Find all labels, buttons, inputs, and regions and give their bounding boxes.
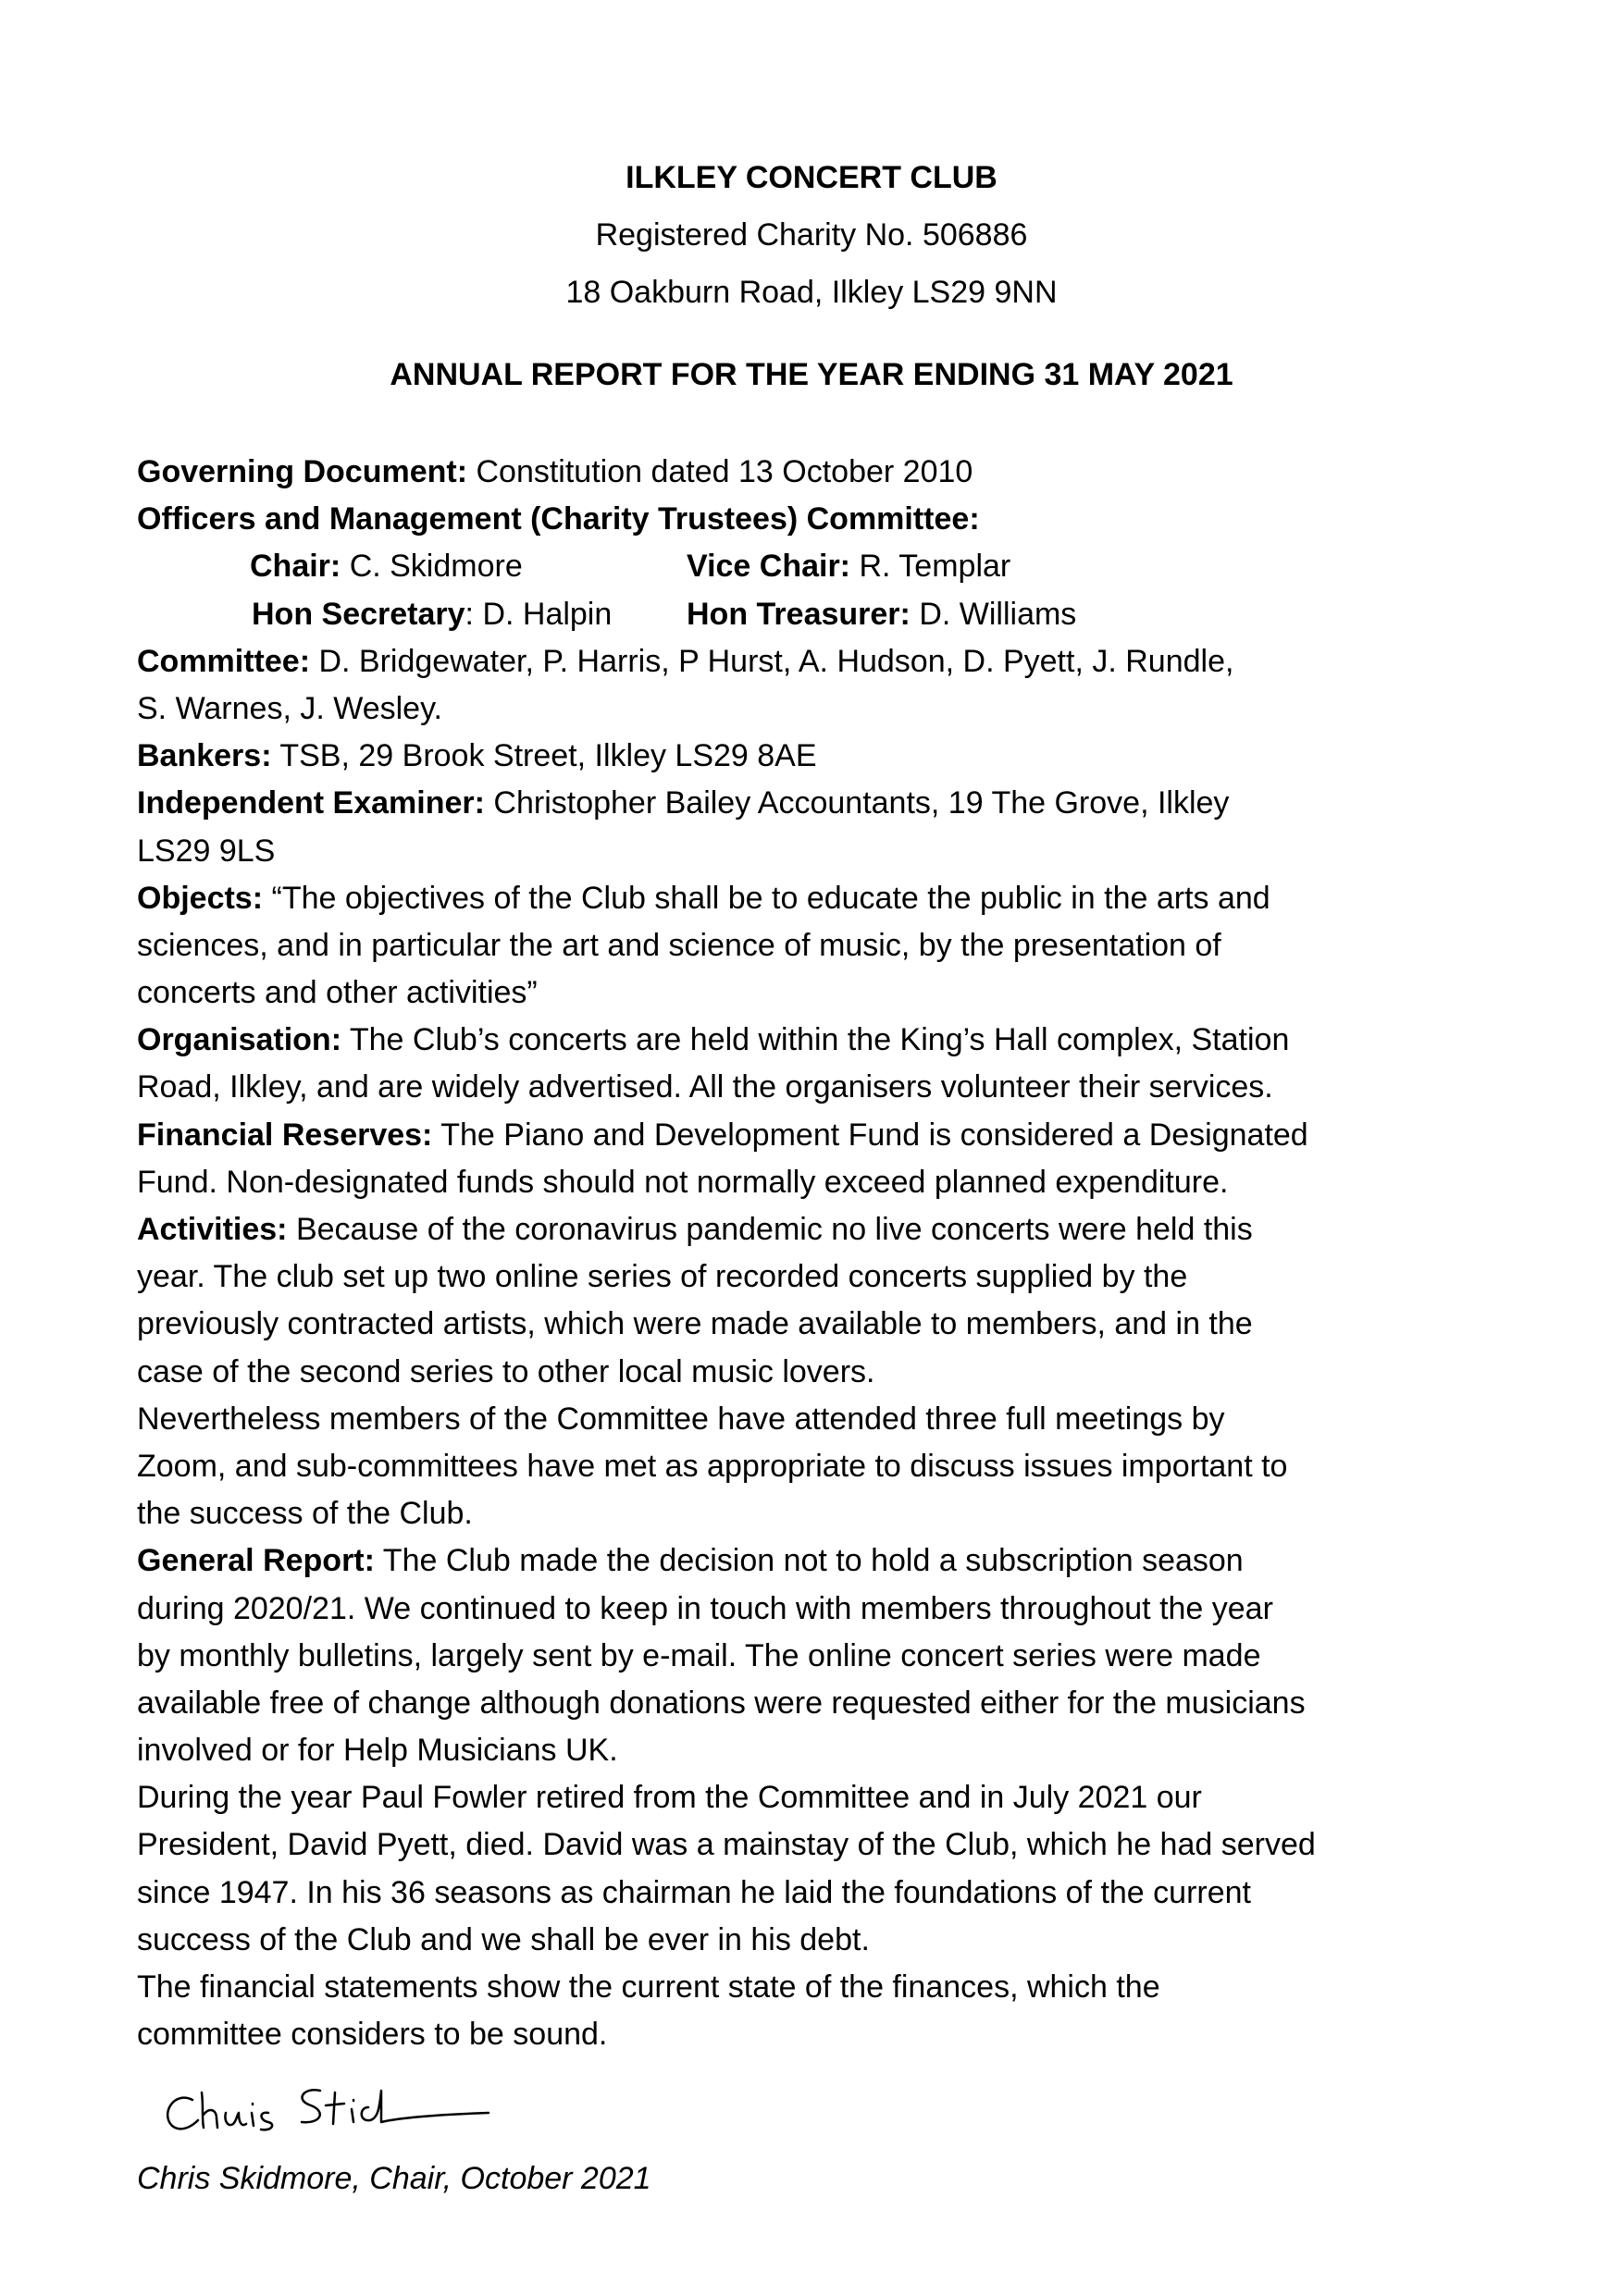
- activities-text: Because of the coronavirus pandemic no live concerts were held this: [295, 1212, 1253, 1247]
- examiner-value: Christopher Bailey Accountants, 19 The Grove, Ilkley: [493, 785, 1230, 821]
- general-line-4: available free of change although donations were requested either for the musicians: [137, 1685, 1306, 1721]
- vice-chair-name: R. Templar: [859, 549, 1011, 585]
- handwritten-signature: [155, 2072, 507, 2146]
- activities-line-2: year. The club set up two online series of recorded concerts supplied by the: [137, 1259, 1188, 1295]
- general-line-1: [137, 1537, 1497, 1585]
- general-line-10: The financial statements show the current state of the finances, which the: [137, 1969, 1160, 2005]
- chair-name: C. Skidmore: [349, 549, 523, 585]
- chair-label: Chair:: [250, 549, 341, 585]
- general-line-5: involved or for Help Musicians UK.: [137, 1733, 618, 1769]
- officers-row-2: [137, 591, 1497, 638]
- officers-heading: Officers and Management (Charity Trustees) Committee:: [137, 501, 980, 537]
- committee-members: D. Bridgewater, P. Harris, P Hurst, A. Hudson, D. Pyett, J. Rundle,: [318, 643, 1234, 679]
- bankers-line: [137, 733, 1497, 780]
- general-line-8: since 1947. In his 36 seasons as chairman he laid the foundations of the current: [137, 1874, 1251, 1910]
- treasurer-label: Hon Treasurer:: [687, 596, 911, 632]
- bankers-label: Bankers:: [137, 738, 272, 774]
- committee-line-1: [137, 638, 1497, 685]
- club-address: 18 Oakburn Road, Ilkley LS29 9NN: [565, 275, 1058, 310]
- objects-line-2: sciences, and in particular the art and science of music, by the presentation of: [137, 927, 1221, 963]
- activities-line-4: case of the second series to other local music lovers.: [137, 1353, 875, 1389]
- treasurer-name: D. Williams: [919, 596, 1077, 632]
- organisation-line-1: [137, 1017, 1497, 1064]
- organisation-line-2: Road, Ilkley, and are widely advertised. All the organisers volunteer their services.: [137, 1069, 1273, 1105]
- club-name: ILKLEY CONCERT CLUB: [626, 160, 997, 195]
- secretary-entry: [252, 591, 612, 638]
- reserves-line-1: [137, 1112, 1497, 1159]
- general-text: The Club made the decision not to hold a subscription season: [382, 1543, 1244, 1579]
- activities-label: Activities:: [137, 1212, 288, 1247]
- committee-line-2: S. Warnes, J. Wesley.: [137, 690, 443, 726]
- governing-label: Governing Document:: [137, 454, 468, 489]
- treasurer-entry: [687, 591, 1076, 638]
- committee-label: Committee:: [137, 643, 311, 679]
- report-body: [137, 449, 1497, 2058]
- activities-line-6: Zoom, and sub-committees have met as appropriate to discuss issues important to: [137, 1448, 1288, 1484]
- secretary-label: Hon Secretary: [252, 596, 465, 632]
- general-line-3: by monthly bulletins, largely sent by e-mail. The online concert series were made: [137, 1637, 1261, 1673]
- bankers-value: TSB, 29 Brook Street, Ilkley LS29 8AE: [279, 738, 817, 774]
- chair-entry: [250, 543, 523, 590]
- examiner-label: Independent Examiner:: [137, 785, 485, 821]
- governing-value: Constitution dated 13 October 2010: [476, 454, 973, 489]
- organisation-text: The Club’s concerts are held within the King’s Hall complex, Station: [349, 1022, 1290, 1058]
- signature-caption: Chris Skidmore, Chair, October 2021: [137, 2161, 651, 2196]
- general-label: General Report:: [137, 1543, 375, 1579]
- general-line-7: President, David Pyett, died. David was a mainstay of the Club, which he had served: [137, 1827, 1316, 1863]
- general-line-2: during 2020/21. We continued to keep in touch with members throughout the year: [137, 1590, 1273, 1626]
- officers-row-1: [137, 543, 1497, 590]
- activities-line-1: [137, 1206, 1497, 1253]
- governing-line: [137, 449, 1497, 496]
- objects-text: “The objectives of the Club shall be to educate the public in the arts and: [271, 880, 1270, 916]
- general-line-6: During the year Paul Fowler retired from the Committee and in July 2021 our: [137, 1780, 1202, 1816]
- charity-number: Registered Charity No. 506886: [595, 217, 1028, 253]
- objects-label: Objects:: [137, 880, 264, 916]
- objects-line-3: concerts and other activities”: [137, 975, 538, 1011]
- activities-line-5: Nevertheless members of the Committee have attended three full meetings by: [137, 1401, 1225, 1437]
- reserves-label: Financial Reserves:: [137, 1117, 433, 1153]
- objects-line-1: [137, 875, 1497, 922]
- vice-chair-label: Vice Chair:: [687, 549, 851, 585]
- organisation-label: Organisation:: [137, 1022, 342, 1058]
- general-line-9: success of the Club and we shall be ever in his debt.: [137, 1921, 870, 1957]
- reserves-text: The Piano and Development Fund is considered a Designated: [440, 1117, 1308, 1153]
- secretary-name: : D. Halpin: [465, 596, 613, 632]
- reserves-line-2: Fund. Non-designated funds should not normally exceed planned expenditure.: [137, 1164, 1229, 1200]
- examiner-line-1: [137, 780, 1497, 827]
- activities-line-7: the success of the Club.: [137, 1496, 473, 1532]
- general-line-11: committee considers to be sound.: [137, 2017, 608, 2053]
- vice-chair-entry: [687, 543, 1010, 590]
- activities-line-3: previously contracted artists, which were made available to members, and in the: [137, 1306, 1253, 1342]
- examiner-line-2: LS29 9LS: [137, 833, 276, 869]
- report-title: ANNUAL REPORT FOR THE YEAR ENDING 31 MAY 2021: [390, 357, 1233, 392]
